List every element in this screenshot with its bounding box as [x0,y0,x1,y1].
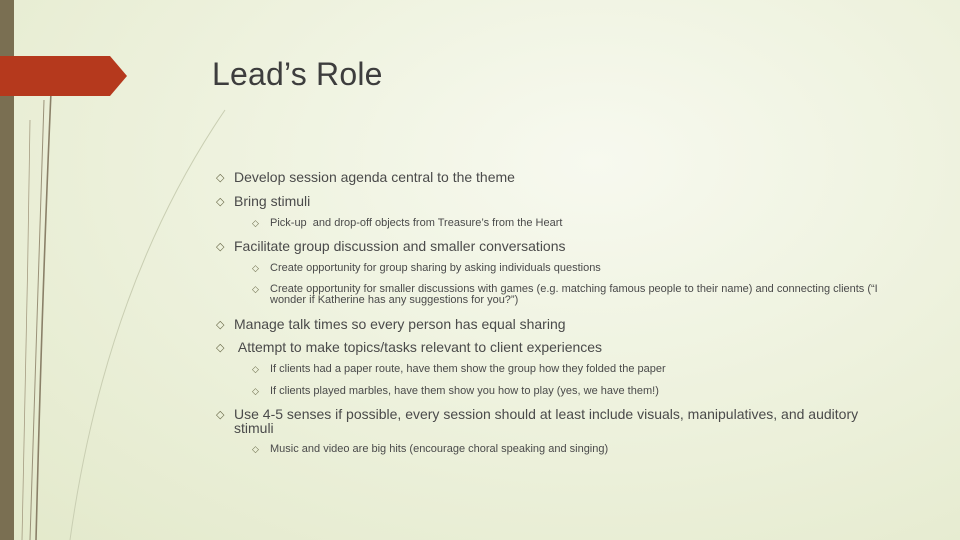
sub-bullet-item [252,364,892,375]
bullet-item [216,317,916,332]
bullet-text: Facilitate group discussion and smaller conversations [234,238,566,254]
bullet-text: If clients had a paper route, have them show the group how they folded the paper [270,363,666,375]
diamond-bullet-icon: ◇ [216,241,225,253]
diamond-bullet-icon: ◇ [252,218,259,228]
bullet-text: Develop session agenda central to the theme [234,169,515,185]
diamond-bullet-icon: ◇ [216,319,225,331]
bullet-text: Attempt to make topics/tasks relevant to client experiences [234,339,603,355]
bullet-text: Use 4-5 senses if possible, every session should at least include visuals, manipulatives, and auditory stimuli [234,406,862,436]
diamond-bullet-icon: ◇ [216,409,225,421]
bullet-text: If clients played marbles, have them show you how to play (yes, we have them!) [270,385,659,397]
bullet-item [216,407,876,435]
diamond-bullet-icon: ◇ [216,172,225,184]
diamond-bullet-icon: ◇ [252,444,259,454]
bullet-text: Create opportunity for group sharing by asking individuals questions [270,262,601,274]
sub-bullet-item [252,284,892,306]
bullet-text: Manage talk times so every person has equal sharing [234,316,566,332]
diamond-bullet-icon: ◇ [216,196,225,208]
diamond-bullet-icon: ◇ [252,386,259,396]
bullet-text: Pick-up and drop-off objects from Treasure’s from the Heart [270,217,563,229]
bullet-text: Music and video are big hits (encourage choral speaking and singing) [270,443,609,455]
bullet-item [216,340,916,355]
sub-bullet-item [252,444,892,455]
bullet-text: Create opportunity for smaller discussions with games (e.g. matching famous people to their name) and connecting clients (“I wonder if Katherine has any suggestions for you?”) [270,283,881,306]
diamond-bullet-icon: ◇ [252,284,259,294]
slide-title: Lead’s Role [212,56,383,92]
diamond-bullet-icon: ◇ [252,263,259,273]
bullet-item [216,170,916,185]
bullet-item [216,239,916,254]
diamond-bullet-icon: ◇ [252,364,259,374]
sub-bullet-item [252,218,892,229]
sub-bullet-item [252,263,892,274]
bullet-text: Bring stimuli [234,193,311,209]
diamond-bullet-icon: ◇ [216,342,225,354]
sub-bullet-item [252,386,892,397]
bullet-item [216,194,916,209]
